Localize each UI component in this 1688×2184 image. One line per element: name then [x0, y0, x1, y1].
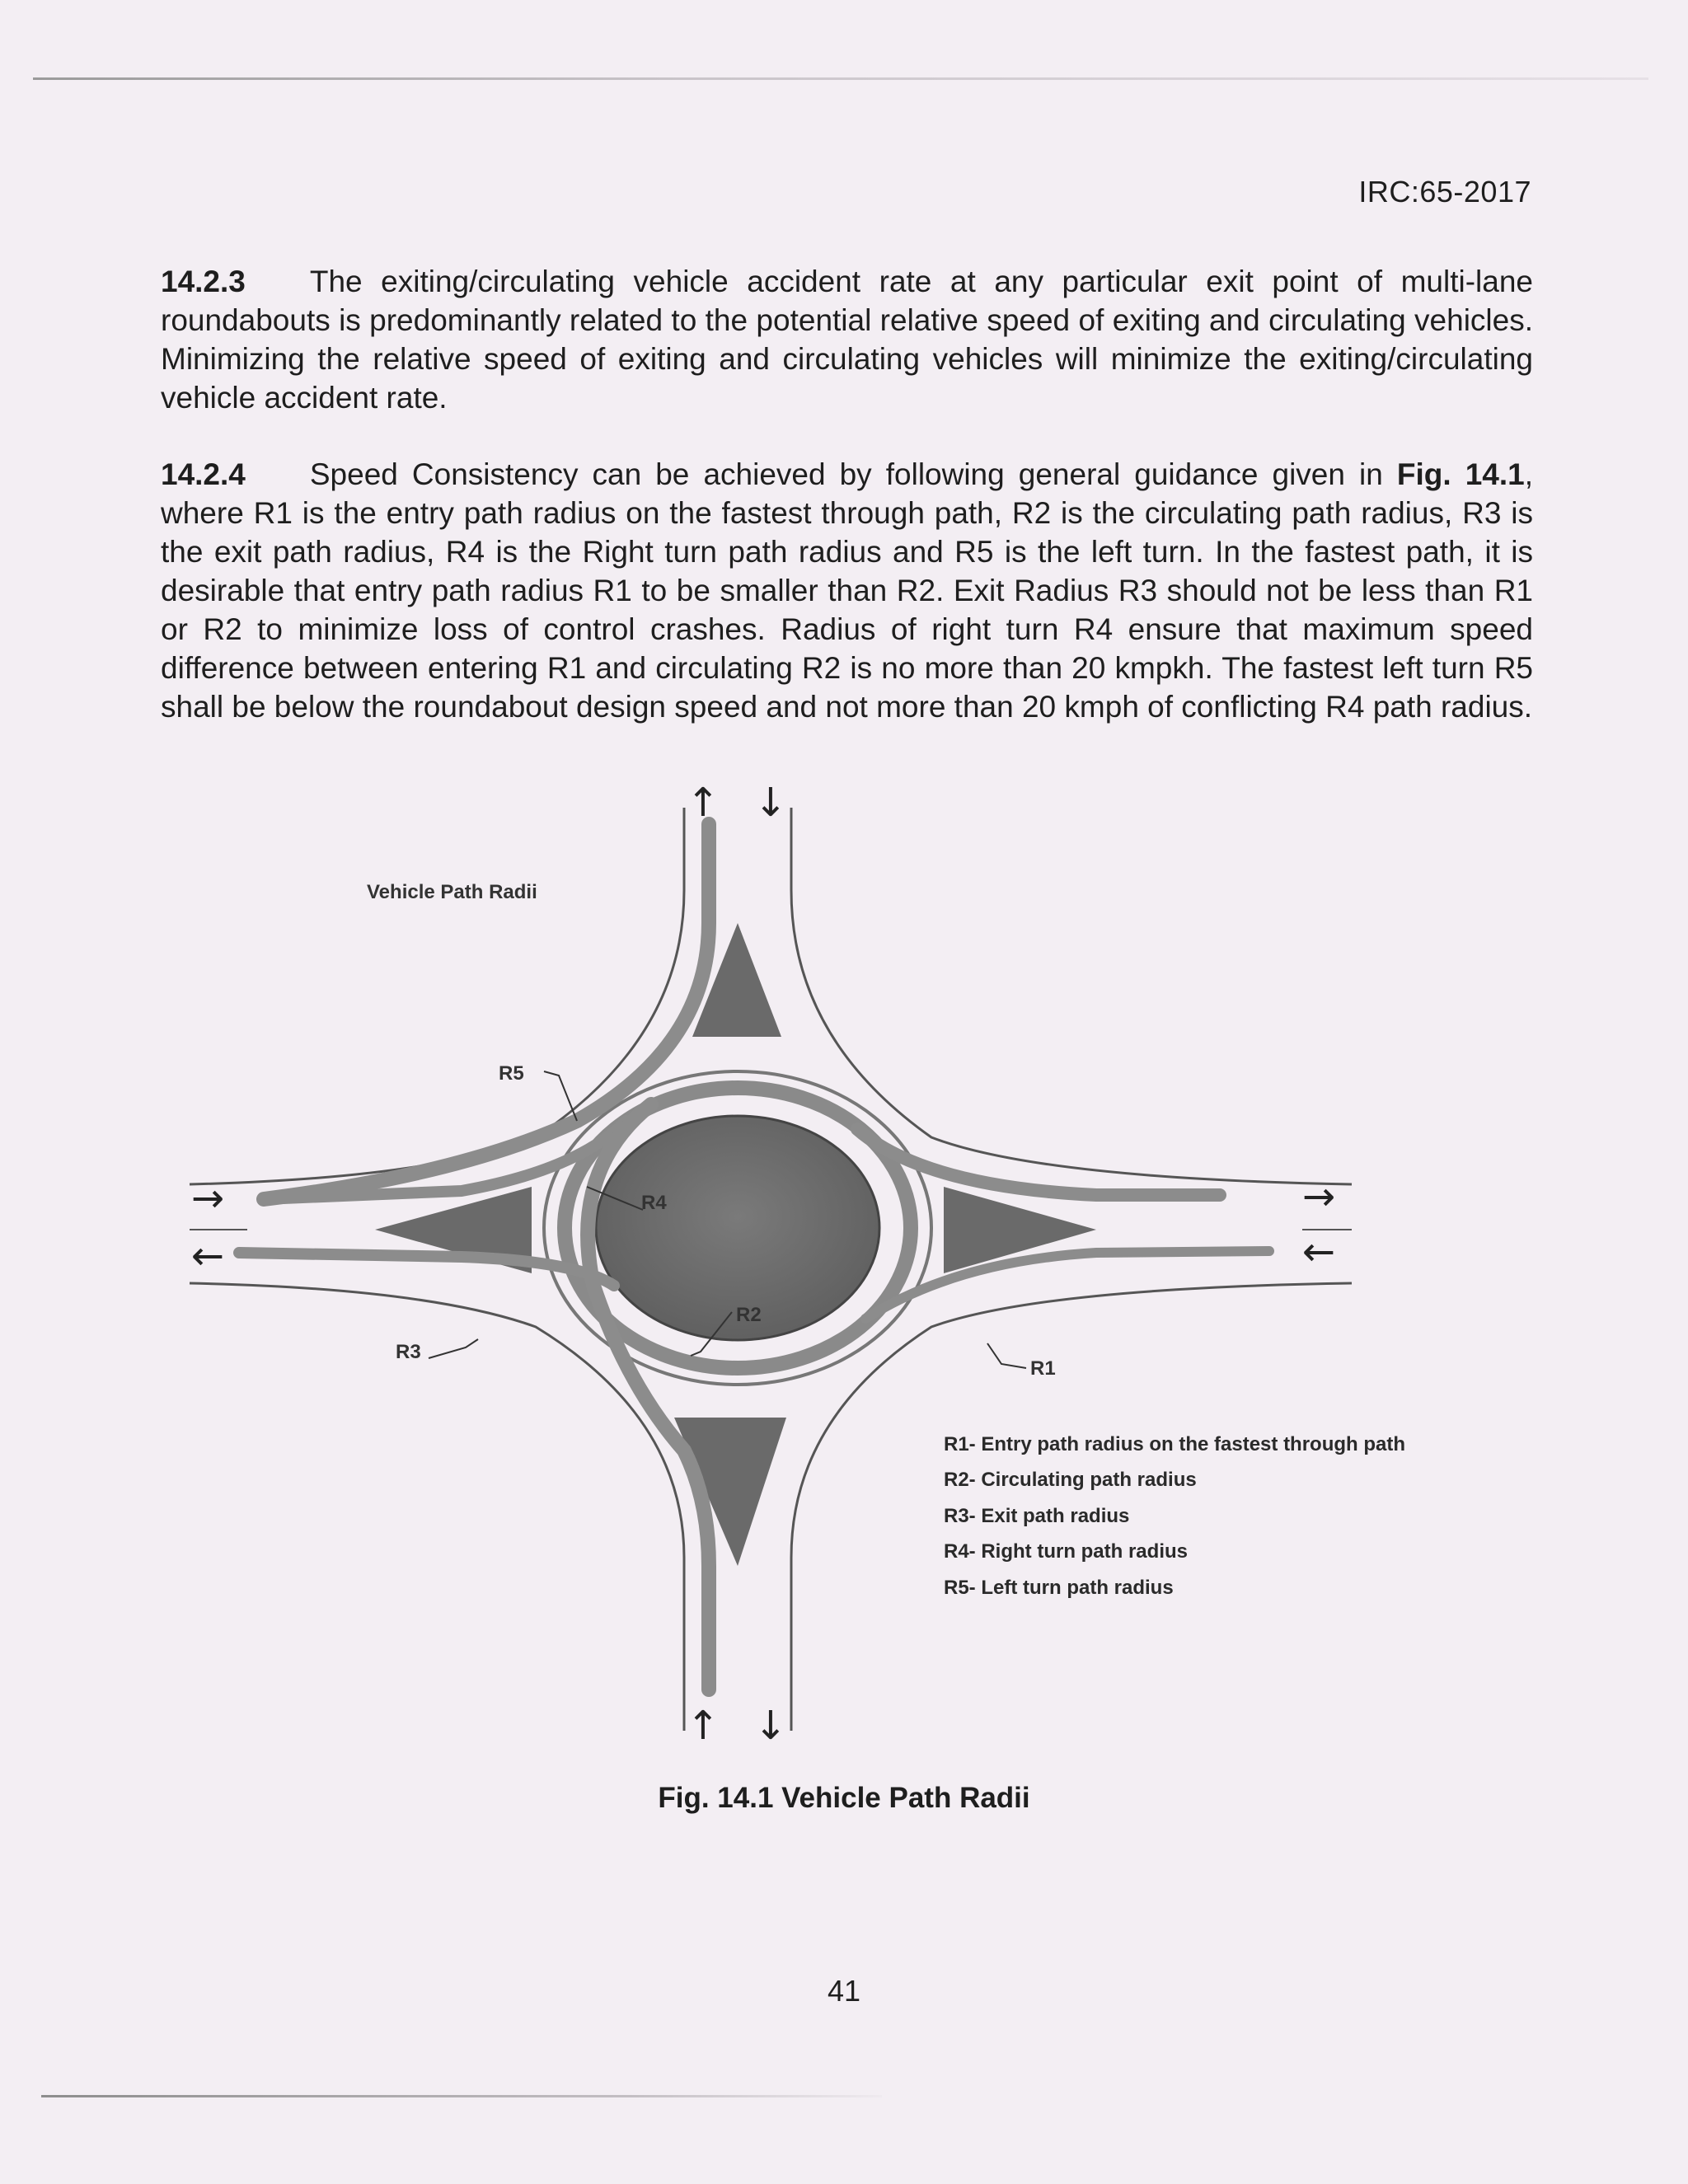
arrow-down-icon: ↓: [753, 1703, 788, 1749]
legend-item: R2- Circulating path radius: [944, 1469, 1197, 1491]
arrow-left-icon: ←: [190, 1233, 225, 1279]
arrow-right-icon: →: [190, 1175, 225, 1221]
legend-item: R4- Right turn path radius: [944, 1540, 1188, 1563]
figure-caption: Fig. 14.1 Vehicle Path Radii: [658, 1782, 1030, 1814]
legend-item: R5- Left turn path radius: [944, 1577, 1174, 1599]
arrow-left-icon: ←: [1301, 1229, 1336, 1275]
path-west-exit: [239, 1253, 614, 1286]
clause-text-end: , where R1 is the entry path radius on the fastest through path, R2 is the circulating path radius, R3 is the exit path radius, R4 is the Right turn path radius and R5 is the left turn. In the fastest path, it is desirable that entry path radius R1 to be smaller than R2. Exit Radius R3 should not be less than R1 or R2 to minimize loss of control crashes. Radius of right turn R4 ensure that maximum speed difference between entering R1 and circulating R2 is no more than 20 kmpkh. The fastest left turn R5 shall be below the roundabout design speed and not more than 20 kmph of conflicting R4 path radius.: [161, 457, 1533, 724]
page-number: 41: [827, 1974, 861, 2008]
diagram-inner-title: Vehicle Path Radii: [367, 881, 537, 903]
label-r5: R5: [499, 1062, 524, 1085]
clause-number: 14.2.3: [161, 265, 246, 298]
diagram-legend: [944, 1433, 1405, 1599]
clause-number: 14.2.4: [161, 457, 246, 491]
clause-text: The exiting/circulating vehicle accident rate at any particular exit point of multi-lane roundabouts is predominantly related to the potential relative speed of exiting and circulating vehicles. Minimizing the relative speed of exiting and circulating vehicles will minimize the exiting/circulating vehicle accident rate.: [161, 265, 1533, 415]
clause-text-start: Speed Consistency can be achieved by following general guidance given in: [309, 457, 1397, 491]
label-r3: R3: [396, 1341, 421, 1363]
figure-reference: Fig. 14.1: [1396, 457, 1525, 491]
arrow-up-icon: ↑: [686, 1703, 720, 1749]
arrow-down-icon: ↓: [753, 780, 788, 826]
label-r4: R4: [641, 1192, 667, 1214]
legend-item: R3- Exit path radius: [944, 1505, 1130, 1527]
label-r2: R2: [736, 1304, 762, 1326]
arrow-right-icon: →: [1301, 1174, 1336, 1220]
arrow-up-icon: ↑: [686, 780, 720, 826]
label-r1: R1: [1030, 1357, 1056, 1380]
legend-item: R1- Entry path radius on the fastest through path: [944, 1433, 1406, 1455]
splitter-island-south: [674, 1418, 786, 1566]
document-code: IRC:65-2017: [1358, 175, 1531, 209]
bottom-rule: [41, 2095, 882, 2097]
